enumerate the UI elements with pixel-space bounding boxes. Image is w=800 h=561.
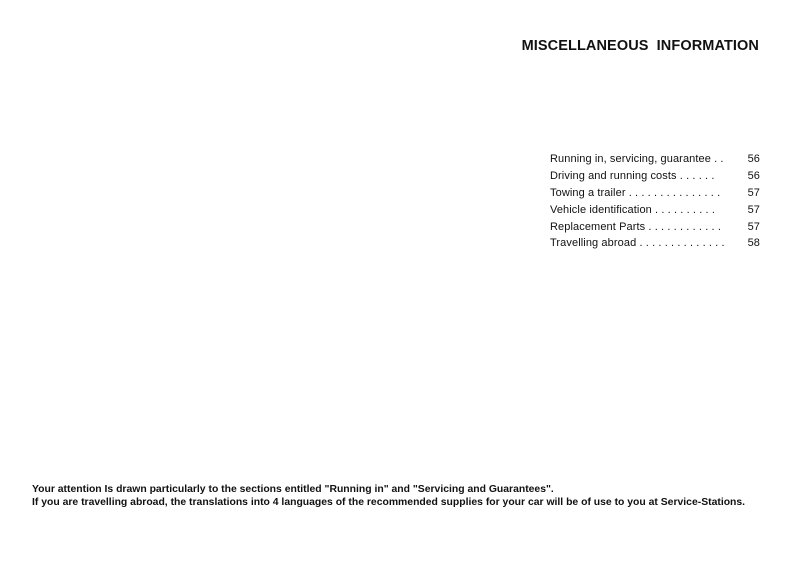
toc-page-number: 56	[747, 170, 760, 183]
toc-entry-label: Replacement Parts . . . . . . . . . . . .	[550, 220, 721, 233]
toc-page-number: 58	[747, 237, 760, 250]
toc-row	[550, 151, 760, 168]
toc-page-number: 57	[747, 203, 760, 216]
toc-entry-label: Vehicle identification . . . . . . . . . .	[550, 203, 715, 216]
attention-note	[32, 483, 762, 509]
toc-entry-label: Towing a trailer . . . . . . . . . . . . . . .	[550, 186, 721, 199]
page-title: MISCELLANEOUS INFORMATION	[521, 38, 759, 54]
toc-row	[550, 185, 760, 202]
attention-note-line: Your attention Is drawn particularly to the sections entitled "Running in" and "Servicing and Guarantees".	[32, 484, 554, 495]
toc-row	[550, 168, 760, 185]
toc-row	[550, 201, 760, 218]
travel-note-line: If you are travelling abroad, the translations into 4 languages of the recommended supplies for your car will be of use to you at Service-Stations.	[32, 497, 746, 508]
toc-row	[550, 235, 760, 252]
toc-page-number: 57	[747, 186, 760, 199]
toc-entry-label: Driving and running costs . . . . . .	[550, 170, 715, 183]
table-of-contents	[550, 151, 760, 252]
toc-page-number: 56	[747, 153, 760, 166]
toc-row	[550, 218, 760, 235]
toc-page-number: 57	[747, 220, 760, 233]
toc-entry-label: Travelling abroad . . . . . . . . . . . . . .	[550, 237, 725, 250]
toc-entry-label: Running in, servicing, guarantee . .	[550, 153, 724, 166]
